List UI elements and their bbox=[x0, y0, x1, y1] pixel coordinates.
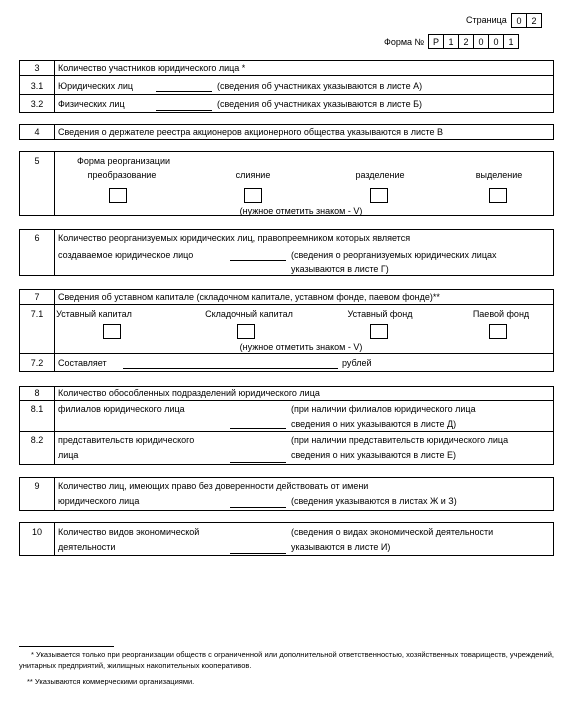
row-8-1-note1: (при наличии филиалов юридического лица bbox=[291, 404, 476, 414]
section-6-number: 6 bbox=[34, 233, 40, 243]
form-number-cell[interactable]: 1 bbox=[503, 34, 519, 49]
section-7 bbox=[19, 289, 554, 372]
reorganized-entities-count-field[interactable] bbox=[230, 244, 286, 261]
footnote-1: * Указывается только при реорганизации обществ с ограниченной или дополнительной ответственностью, хозяйственных товариществ, учреждений, унитарных предприятий, жилищных накопительных кооперативов. bbox=[19, 650, 554, 670]
row-8-1-label: филиалов юридического лица bbox=[58, 404, 185, 414]
option-transformation-label: преобразование bbox=[87, 170, 157, 180]
row-8-1-number: 8.1 bbox=[30, 404, 44, 414]
row-3-2-number: 3.2 bbox=[30, 99, 44, 109]
section-4 bbox=[19, 124, 554, 140]
row-8-2-number: 8.2 bbox=[30, 435, 44, 445]
row-7-2-number: 7.2 bbox=[30, 358, 44, 368]
footnote-divider bbox=[19, 646, 114, 647]
section-5 bbox=[19, 151, 554, 216]
option-merger-label: слияние bbox=[235, 170, 271, 180]
individuals-count-field[interactable] bbox=[156, 94, 212, 111]
row-3-2-label: Физических лиц bbox=[58, 99, 125, 109]
transformation-checkbox[interactable] bbox=[109, 188, 127, 203]
share-capital-checkbox[interactable] bbox=[237, 324, 255, 339]
page-number-cells bbox=[512, 13, 542, 28]
section-6-note2: указываются в листе Г) bbox=[291, 264, 389, 274]
row-8-2-label2: лица bbox=[58, 450, 79, 460]
section-10 bbox=[19, 522, 554, 556]
option-division-label: разделение bbox=[355, 170, 405, 180]
authorized-persons-count-field[interactable] bbox=[230, 492, 286, 508]
page-number-cell[interactable]: 0 bbox=[511, 13, 527, 28]
charter-fund-checkbox[interactable] bbox=[370, 324, 388, 339]
section-10-note1: (сведения о видах экономической деятельности bbox=[291, 527, 494, 537]
section-10-line2: деятельности bbox=[58, 542, 116, 552]
representative-offices-count-field[interactable] bbox=[230, 447, 286, 463]
charter-capital-checkbox[interactable] bbox=[103, 324, 121, 339]
section-5-number: 5 bbox=[34, 156, 40, 166]
row-3-1-label: Юридических лиц bbox=[58, 81, 133, 91]
section-8-title: Количество обособленных подразделений юридического лица bbox=[58, 388, 320, 398]
legal-entities-count-field[interactable] bbox=[156, 75, 212, 92]
section-4-text: Сведения о держателе реестра акционеров акционерного общества указываются в листе В bbox=[58, 127, 444, 137]
option-share-capital-label: Складочный капитал bbox=[205, 309, 293, 319]
section-3 bbox=[19, 60, 554, 113]
section-9-line2: юридического лица bbox=[58, 496, 140, 506]
section-5-hint: (нужное отметить знаком - V) bbox=[239, 206, 363, 216]
merger-checkbox[interactable] bbox=[244, 188, 262, 203]
page-label: Страница bbox=[466, 15, 507, 25]
row-7-2-unit: рублей bbox=[342, 358, 372, 368]
form-number-cell[interactable]: 0 bbox=[473, 34, 489, 49]
section-8 bbox=[19, 386, 554, 465]
branches-count-field[interactable] bbox=[230, 413, 286, 429]
option-mutual-fund-label: Паевой фонд bbox=[472, 309, 530, 319]
section-5-title: Форма реорганизации bbox=[77, 156, 170, 166]
footnote-2: ** Указываются коммерческими организациями. bbox=[27, 677, 195, 686]
economic-activities-count-field[interactable] bbox=[230, 537, 286, 554]
row-8-1-note2: сведения о них указываются в листе Д) bbox=[291, 419, 457, 429]
form-label: Форма № bbox=[384, 37, 425, 47]
section-10-line1: Количество видов экономической bbox=[58, 527, 200, 537]
section-7-hint: (нужное отметить знаком - V) bbox=[239, 342, 363, 352]
section-9 bbox=[19, 477, 554, 511]
section-10-number: 10 bbox=[31, 527, 42, 537]
section-3-number: 3 bbox=[34, 63, 40, 73]
section-9-number: 9 bbox=[34, 481, 40, 491]
division-checkbox[interactable] bbox=[370, 188, 388, 203]
mutual-fund-checkbox[interactable] bbox=[489, 324, 507, 339]
option-spinoff-label: выделение bbox=[475, 170, 523, 180]
section-8-number: 8 bbox=[34, 388, 40, 398]
form-number-cell[interactable]: 1 bbox=[443, 34, 459, 49]
row-3-2-note: (сведения об участниках указываются в листе Б) bbox=[217, 99, 422, 109]
form-number-cell[interactable]: 2 bbox=[458, 34, 474, 49]
option-charter-fund-label: Уставный фонд bbox=[347, 309, 413, 319]
row-8-2-note1: (при наличии представительств юридического лица bbox=[291, 435, 509, 445]
capital-amount-field[interactable] bbox=[123, 353, 338, 369]
section-7-number: 7 bbox=[34, 292, 40, 302]
row-3-1-number: 3.1 bbox=[30, 81, 44, 91]
section-9-note: (сведения указываются в листах Ж и З) bbox=[291, 496, 457, 506]
form-number-cells bbox=[429, 34, 519, 49]
spinoff-checkbox[interactable] bbox=[489, 188, 507, 203]
row-8-2-note2: сведения о них указываются в листе Е) bbox=[291, 450, 456, 460]
section-10-note2: указываются в листе И) bbox=[291, 542, 391, 552]
option-charter-capital-label: Уставный капитал bbox=[56, 309, 132, 319]
row-3-1-note: (сведения об участниках указываются в листе А) bbox=[217, 81, 423, 91]
row-7-2-label: Составляет bbox=[58, 358, 107, 368]
section-3-title: Количество участников юридического лица * bbox=[58, 63, 246, 73]
section-6-note1: (сведения о реорганизуемых юридических лицах bbox=[291, 250, 497, 260]
section-6 bbox=[19, 229, 554, 276]
section-6-line2: создаваемое юридическое лицо bbox=[58, 250, 194, 260]
page-number-cell[interactable]: 2 bbox=[526, 13, 542, 28]
row-7-1-number: 7.1 bbox=[30, 309, 44, 319]
section-7-title: Сведения об уставном капитале (складочном капитале, уставном фонде, паевом фонде)** bbox=[58, 292, 440, 302]
section-9-line1: Количество лиц, имеющих право без доверенности действовать от имени bbox=[58, 481, 369, 491]
section-6-line1: Количество реорганизуемых юридических лиц, правопреемником которых является bbox=[58, 233, 411, 243]
form-number-cell[interactable]: 0 bbox=[488, 34, 504, 49]
form-number-cell[interactable]: Р bbox=[428, 34, 444, 49]
section-4-number: 4 bbox=[34, 127, 40, 137]
row-8-2-label1: представительств юридического bbox=[58, 435, 195, 445]
